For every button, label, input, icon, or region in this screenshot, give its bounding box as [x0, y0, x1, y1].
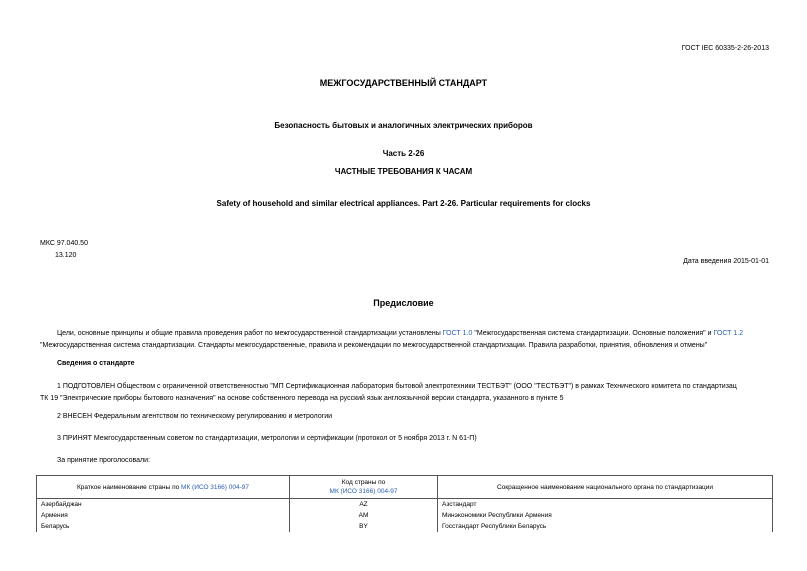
country-name-cell: Армения	[37, 510, 290, 521]
foreword-paragraph	[40, 328, 770, 352]
paragraph-text: Цели, основные принципы и общие правила проведения работ по межгосударственной стандартизации установлены	[57, 330, 443, 337]
country-name-header	[37, 476, 290, 499]
item-prepared	[40, 381, 770, 405]
national-body-cell: Минэкономики Республики Армения	[438, 510, 773, 521]
table-row	[37, 521, 773, 532]
standard-info-heading-text: Сведения о стандарте	[57, 360, 135, 367]
paragraph-text: "Межгосударственная система стандартизации. Основные положения" и	[472, 330, 714, 337]
gost-1-0-link[interactable]: ГОСТ 1.0	[442, 330, 473, 337]
table-row	[37, 510, 773, 521]
standard-subtitle: Безопасность бытовых и аналогичных электрических приборов	[274, 121, 533, 130]
country-code-header-text: Код страны по	[341, 479, 386, 486]
paragraph-text: "Межгосударственная система стандартизации. Стандарты межгосударственные, правила и рекомендации по межгосударственной стандартизации. Правила разработки, принятия, обновления и отмены"	[40, 342, 708, 349]
country-code-header	[290, 476, 438, 499]
country-name-cell: Беларусь	[37, 521, 290, 532]
document-code: ГОСТ IEC 60335-2-26-2013	[681, 45, 769, 52]
country-code-cell: BY	[290, 521, 438, 532]
item-prepared-line1: 1 ПОДГОТОВЛЕН Обществом с ограниченной ответственностью "МП Сертификационная лаборатория бытовой электротехники ТЕСТБЭТ" (ООО "ТЕСТБЭТ") в рамках Технического комитета по стандартизац	[57, 383, 737, 390]
voted-label	[40, 455, 770, 467]
voted-label-text: За принятие проголосовали:	[57, 457, 150, 464]
mks-code-primary: МКС 97.040.50	[40, 240, 88, 247]
country-name-cell: Азербайджан	[37, 499, 290, 511]
voting-countries-table	[36, 475, 773, 532]
item-adopted-text: 3 ПРИНЯТ Межгосударственным советом по стандартизации, метрологии и сертификации (протокол от 5 ноября 2013 г. N 61-П)	[57, 435, 477, 442]
item-adopted	[40, 433, 770, 445]
item-prepared-line2: ТК 19 "Электрические приборы бытового назначения" на основе собственного перевода на русский язык англоязычной версии стандарта, указанного в пункте 5	[40, 395, 564, 402]
national-body-cell: Госстандарт Республики Беларусь	[438, 521, 773, 532]
title-russian: ЧАСТНЫЕ ТРЕБОВАНИЯ К ЧАСАМ	[334, 167, 473, 176]
table-row	[37, 499, 773, 511]
part-number: Часть 2-26	[382, 149, 425, 158]
mk-iso-3166-link[interactable]: МК (ИСО 3166) 004-97	[181, 483, 249, 491]
foreword-heading: Предисловие	[373, 298, 434, 308]
gost-1-2-link[interactable]: ГОСТ 1.2	[713, 330, 744, 337]
title-english: Safety of household and similar electrical appliances. Part 2-26. Particular requirements for clocks	[216, 199, 591, 208]
table-header-row	[37, 476, 773, 499]
country-name-header-text: Краткое наименование страны по	[77, 483, 182, 491]
national-body-header: Сокращенное наименование национального органа по стандартизации	[438, 476, 773, 499]
classification-codes	[40, 238, 88, 262]
item-submitted-text: 2 ВНЕСЕН Федеральным агентством по техническому регулированию и метрологии	[57, 413, 333, 420]
item-submitted	[40, 411, 770, 423]
national-body-cell: Азстандарт	[438, 499, 773, 511]
standard-info-heading	[40, 358, 770, 370]
country-code-cell: AZ	[290, 499, 438, 511]
introduction-date: Дата введения 2015-01-01	[683, 258, 769, 265]
mks-code-secondary: 13.120	[55, 252, 77, 259]
mk-iso-3166-link[interactable]: МК (ИСО 3166) 004-97	[329, 488, 398, 495]
country-code-cell: AM	[290, 510, 438, 521]
standard-type-heading: МЕЖГОСУДАРСТВЕННЫЙ СТАНДАРТ	[319, 78, 488, 88]
